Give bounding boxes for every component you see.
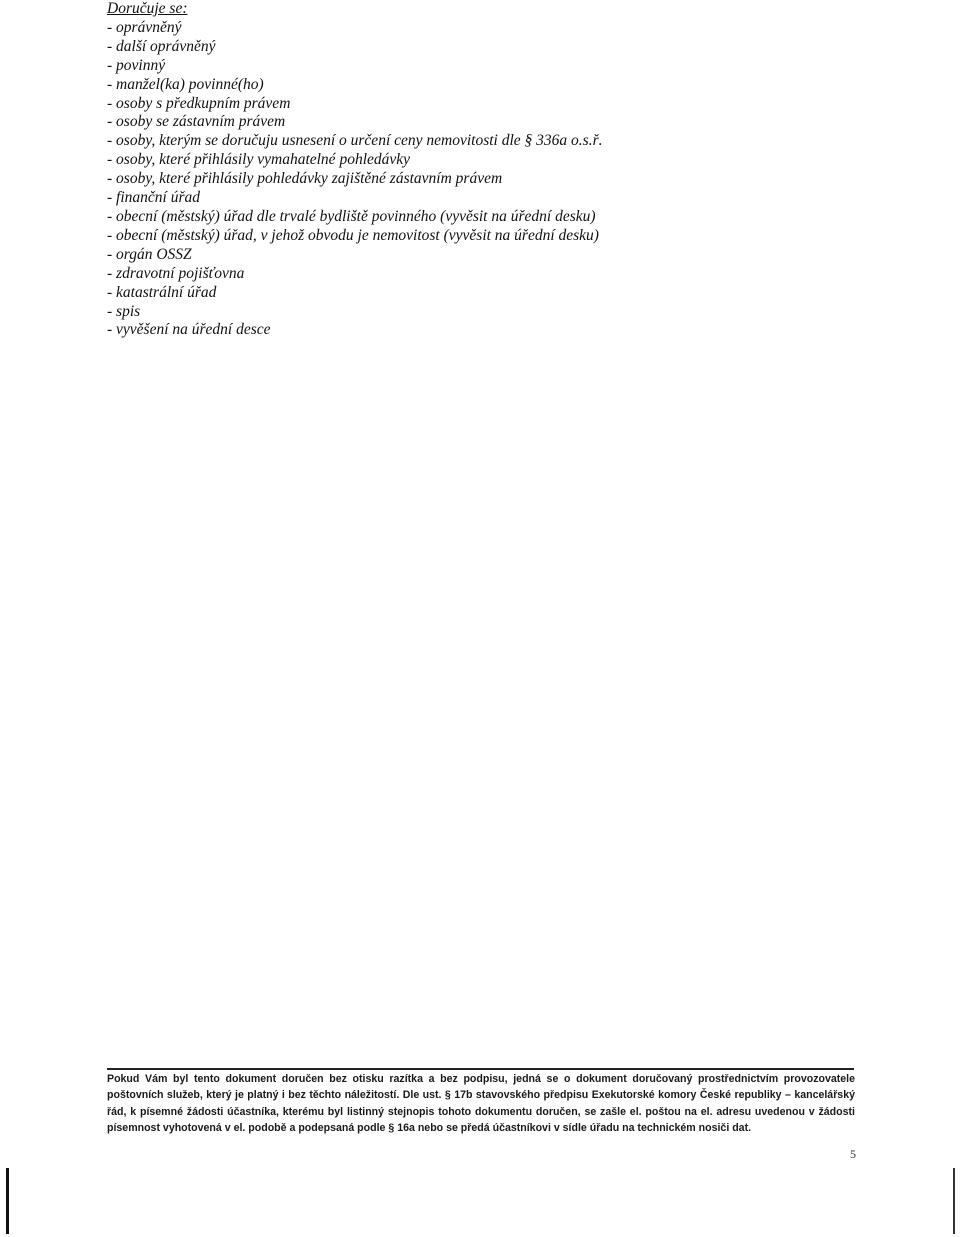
recipient-item: - katastrální úřad bbox=[107, 283, 217, 301]
recipient-item: - obecní (městský) úřad dle trvalé bydliště povinného (vyvěsit na úřední desku) bbox=[107, 207, 596, 225]
recipient-item: - osoby, kterým se doručuju usnesení o určení ceny nemovitosti dle § 336a o.s.ř. bbox=[107, 132, 603, 150]
recipients-list bbox=[107, 0, 707, 340]
recipient-item: - povinný bbox=[107, 56, 166, 74]
recipient-item: - obecní (městský) úřad, v jehož obvodu je nemovitost (vyvěsit na úřední desku) bbox=[107, 226, 599, 244]
scan-edge-mark-left bbox=[6, 1168, 9, 1234]
recipient-item: - osoby, které přihlásily pohledávky zajištěné zástavním právem bbox=[107, 170, 503, 188]
recipient-item: - další oprávněný bbox=[107, 37, 216, 55]
recipient-item: - osoby s předkupním právem bbox=[107, 94, 291, 112]
recipient-item: - vyvěšení na úřední desce bbox=[107, 321, 271, 339]
recipient-item: - zdravotní pojišťovna bbox=[107, 264, 245, 282]
footer-divider bbox=[107, 1068, 854, 1070]
page-number: 5 bbox=[850, 1147, 856, 1161]
delivery-notice: Pokud Vám byl tento dokument doručen bez otisku razítka a bez podpisu, jedná se o dokument doručovaný prostřednictvím provozovatele poštovních služeb, který je platný i bez těchto náležitostí. Dle ust. § 17b stavovského předpisu Exekutorské komory České republiky – kancelářský řád, k písemné žádosti účastníka, kterému byl listinný stejnopis tohoto dokumentu doručen, se zašle el. poštou na el. adresu uvedenou v žádosti písemnost vyhotovená v el. podobě a podepsaná podle § 16a nebo se předá účastníkovi v sídle úřadu na technickém nosiči dat. bbox=[107, 1073, 855, 1135]
scan-edge-mark-right bbox=[953, 1168, 955, 1234]
recipient-item: - osoby se zástavním právem bbox=[107, 113, 286, 131]
recipient-item: - finanční úřad bbox=[107, 189, 200, 207]
recipient-item: - manžel(ka) povinné(ho) bbox=[107, 75, 264, 93]
recipient-item: - osoby, které přihlásily vymahatelné pohledávky bbox=[107, 151, 411, 169]
recipient-item: - orgán OSSZ bbox=[107, 245, 192, 263]
recipient-item: - spis bbox=[107, 302, 141, 320]
recipient-item: - oprávněný bbox=[107, 18, 182, 36]
recipients-heading: Doručuje se: bbox=[107, 0, 188, 17]
